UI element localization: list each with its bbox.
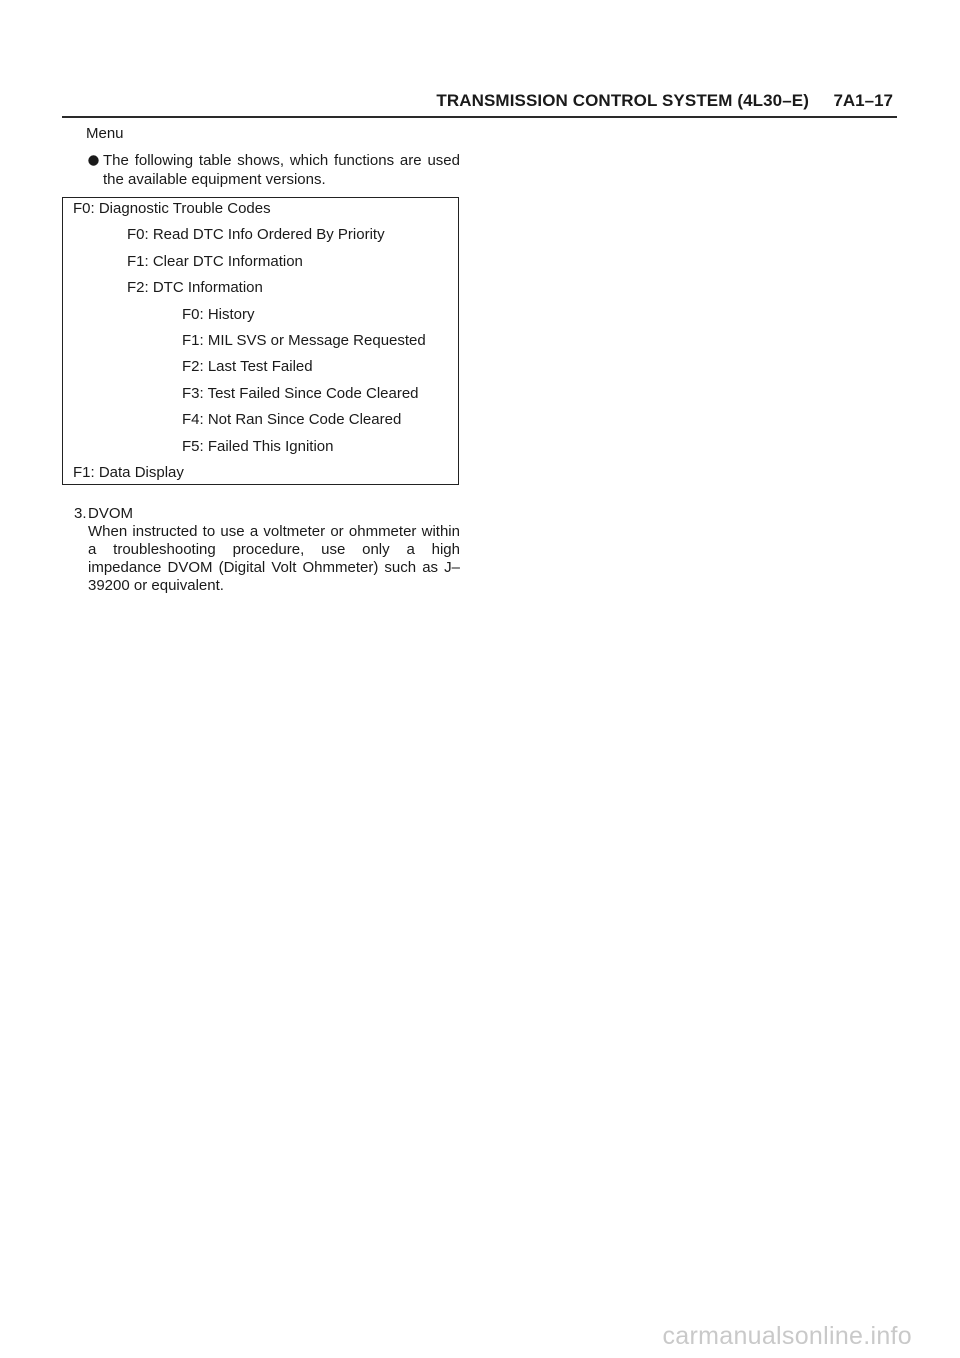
menu-item-level-2: F0: History (182, 305, 255, 323)
menu-item-level-0: F1: Data Display (73, 464, 184, 481)
menu-item-level-1: F1: Clear DTC Information (127, 252, 303, 270)
page-header (62, 88, 897, 118)
bullet-disc-icon (88, 155, 99, 166)
menu-label: Menu (86, 125, 124, 142)
menu-item-level-2: F4: Not Ran Since Code Cleared (182, 411, 402, 429)
menu-item-level-1: F2: DTC Information (127, 279, 263, 297)
menu-item-level-0: F0: Diagnostic Trouble Codes (73, 200, 271, 217)
menu-item-level-1: F0: Read DTC Info Ordered By Priority (127, 226, 385, 244)
header-title: TRANSMISSION CONTROL SYSTEM (4L30–E) (436, 91, 809, 110)
menu-item-level-2: F3: Test Failed Since Code Cleared (182, 384, 419, 402)
menu-item-level-2: F5: Failed This Ignition (182, 437, 334, 455)
menu-tree-box (62, 197, 459, 485)
page-number: 7A1–17 (833, 91, 893, 110)
section-title: DVOM (88, 505, 133, 522)
bullet-paragraph (88, 151, 460, 189)
menu-item-level-2: F2: Last Test Failed (182, 358, 313, 376)
section-number: 3. (74, 505, 87, 522)
bullet-text: The following table shows, which functions are used the available equipment versions. (103, 152, 460, 188)
menu-item-level-2: F1: MIL SVS or Message Requested (182, 332, 426, 349)
section-body: When instructed to use a voltmeter or ohmmeter within a troubleshooting procedure, use only a high impedance DVOM (Digital Volt Ohmmeter) such as J–39200 or equivalent. (88, 523, 460, 594)
watermark: carmanualsonline.info (662, 1322, 912, 1350)
